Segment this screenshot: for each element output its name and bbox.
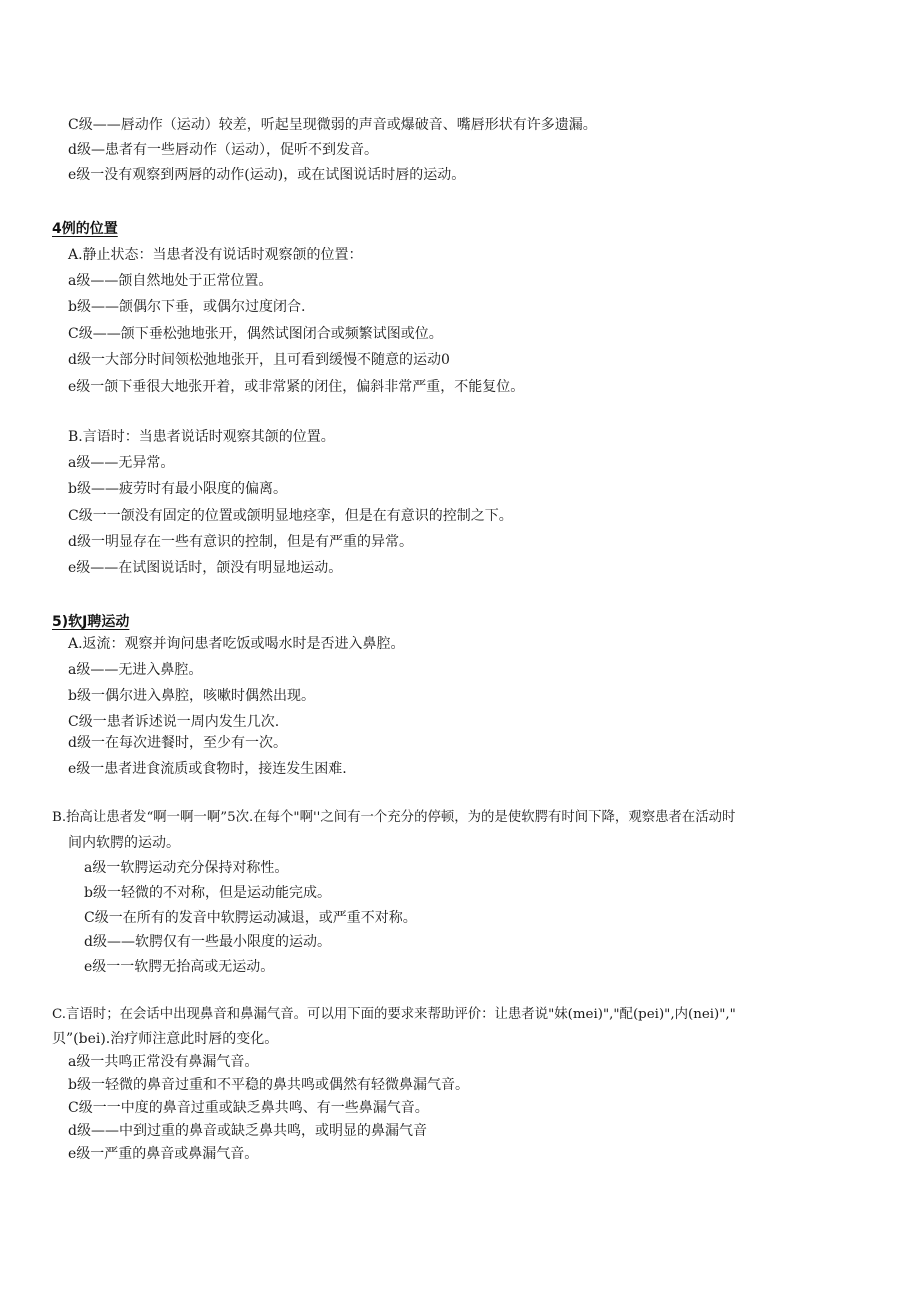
palate-a-grade-d: d级一在每次进餐时，至少有一次。	[68, 735, 287, 751]
jaw-a-grade-d: d级一大部分时间领松弛地张开，且可看到缓慢不随意的运动0	[68, 352, 450, 368]
palate-c-intro: C.言语时；在会话中出现鼻音和鼻漏气音。可以用下面的要求来帮助评价：让患者说"妹(mei)","配(pei)",内(nei)","	[52, 1007, 736, 1022]
palate-b-grade-d: d级——软腭仅有一些最小限度的运动。	[84, 934, 331, 950]
palate-c-grade-a: a级一共鸣正常没有鼻漏气音。	[68, 1054, 259, 1070]
jaw-b-grade-a: a级——无异常。	[68, 455, 175, 471]
jaw-heading: 4例的位置	[52, 221, 118, 237]
jaw-a-title: A.静止状态：当患者没有说话时观察颌的位置：	[68, 247, 363, 263]
palate-c-grade-e: e级一严重的鼻音或鼻漏气音。	[68, 1146, 259, 1162]
jaw-b-grade-e: e级——在试图说话时，颌没有明显地运动。	[68, 560, 343, 576]
palate-a-grade-a: a级——无进入鼻腔。	[68, 662, 203, 678]
palate-c-intro-cont: 贝”(bei).治疗师注意此时唇的变化。	[52, 1031, 279, 1047]
palate-b-grade-c: C级一在所有的发音中软腭运动减退，或严重不对称。	[84, 910, 417, 926]
palate-b-grade-b: b级一轻微的不对称，但是运动能完成。	[84, 885, 331, 901]
jaw-a-grade-c: C级——颌下垂松弛地张开，偶然试图闭合或频繁试图或位。	[68, 326, 443, 342]
palate-heading: 5)软J聘运动	[52, 614, 130, 630]
jaw-b-title: B.言语时：当患者说话时观察其颌的位置。	[68, 429, 335, 445]
palate-c-grade-d: d级——中到过重的鼻音或缺乏鼻共鸣，或明显的鼻漏气音	[68, 1123, 427, 1139]
palate-a-title: A.返流：观察并询问患者吃饭或喝水时是否进入鼻腔。	[68, 636, 405, 652]
palate-b-grade-a: a级一软腭运动充分保持对称性。	[84, 860, 289, 876]
jaw-b-grade-c: C级一一颌没有固定的位置或颌明显地痉挛，但是在有意识的控制之下。	[68, 508, 513, 524]
jaw-b-grade-d: d级一明显存在一些有意识的控制，但是有严重的异常。	[68, 534, 413, 550]
palate-b-intro-cont: 间内软腭的运动。	[68, 835, 180, 851]
palate-c-grade-b: b级一轻微的鼻音过重和不平稳的鼻共鸣或偶然有轻微鼻漏气音。	[68, 1077, 469, 1093]
palate-a-grade-e: e级一患者进食流质或食物时，接连发生困难.	[68, 761, 347, 777]
palate-a-grade-b: b级一偶尔进入鼻腔，咳嗽时偶然出现。	[68, 688, 315, 704]
palate-c-grade-c: C级一一中度的鼻音过重或缺乏鼻共鸣、有一些鼻漏气音。	[68, 1100, 429, 1116]
jaw-a-grade-a: a级——颌自然地处于正常位置。	[68, 273, 273, 289]
lips-grade-e: e级一没有观察到两唇的动作(运动)，或在试图说话时唇的运动。	[68, 167, 466, 183]
palate-b-grade-e: e级一一软腭无抬高或无运动。	[84, 959, 275, 975]
jaw-a-grade-e: e级一颌下垂很大地张开着，或非常紧的闭住，偏斜非常严重，不能复位。	[68, 379, 525, 395]
jaw-a-grade-b: b级——颌偶尔下垂，或偶尔过度闭合.	[68, 299, 306, 315]
lips-grade-d: d级—患者有一些唇动作（运动），促听不到发音。	[68, 142, 378, 158]
jaw-b-grade-b: b级——疲劳时有最小限度的偏离。	[68, 481, 287, 497]
palate-b-intro: B.抬高让患者发“啊一啊一啊”5次.在每个"啊''之间有一个充分的停顿，为的是使软腭有时间下降，观察患者在活动时	[52, 810, 736, 825]
palate-a-grade-c: C级一患者诉述说一周内发生几次.	[68, 714, 280, 730]
lips-grade-c: C级——唇动作（运动）较差，听起呈现微弱的声音或爆破音、嘴唇形状有许多遗漏。	[68, 117, 597, 133]
